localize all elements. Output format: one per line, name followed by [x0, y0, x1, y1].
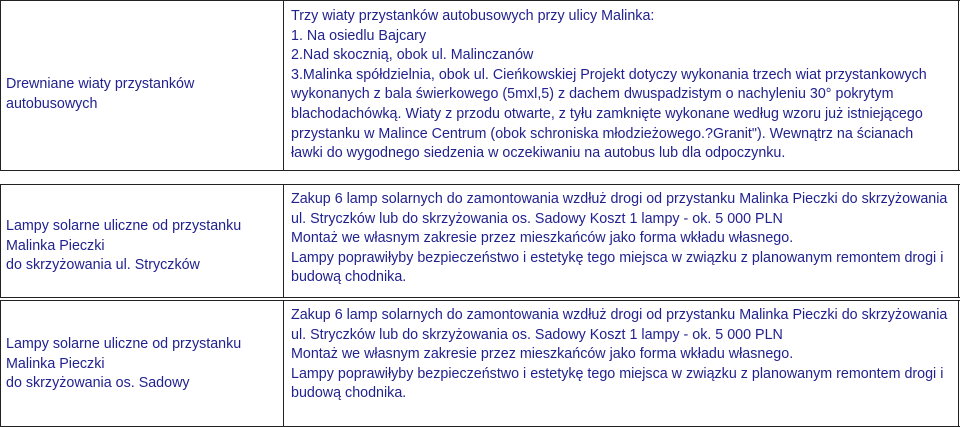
desc-line: Montaż we własnym zakresie przez mieszkańców jako forma wkładu własnego. — [291, 230, 794, 247]
column-separator — [0, 0, 1, 171]
title-line: Malinka Pieczki — [6, 237, 105, 254]
project-title — [6, 335, 278, 394]
desc-line: budową chodnika. — [291, 385, 407, 402]
column-separator — [0, 184, 1, 298]
desc-line: Zakup 6 lamp solarnych do zamontowania wzdłuż drogi od przystanku Malinka Pieczki do skrzyżowania — [291, 191, 948, 207]
title-line: Lampy solarne uliczne od przystanku — [6, 218, 242, 234]
title-line: Malinka Pieczki — [6, 355, 105, 372]
desc-line: Montaż we własnym zakresie przez mieszkańców jako forma wkładu własnego. — [291, 346, 794, 363]
desc-line: wykonanych z bala świerkowego (5mxl,5) z dachem dwuspadzistym o nachyleniu 30° pokrytym — [291, 86, 894, 103]
column-separator — [283, 300, 284, 427]
title-line: do skrzyżowania ul. Stryczków — [6, 257, 200, 274]
column-separator — [0, 300, 1, 427]
desc-line: 2.Nad skocznią, obok ul. Malinczanów — [291, 47, 534, 64]
desc-line: Lampy poprawiłyby bezpieczeństwo i estetykę tego miejsca w związku z planowanym remontem drogi i — [291, 365, 944, 382]
title-line: do skrzyżowania os. Sadowy — [6, 375, 190, 392]
project-title — [6, 75, 278, 114]
column-separator — [958, 184, 959, 298]
desc-line: Zakup 6 lamp solarnych do zamontowania wzdłuż drogi od przystanku Malinka Pieczki do skrzyżowania — [291, 307, 948, 323]
desc-line: budową chodnika. — [291, 269, 407, 286]
row-separator — [0, 297, 960, 298]
row-separator — [0, 300, 960, 301]
desc-line: ul. Stryczków lub do skrzyżowania os. Sadowy Koszt 1 lampy - ok. 5 000 PLN — [291, 210, 783, 227]
desc-line: 3.Malinka spółdzielnia, obok ul. Cieńkowskiej Projekt dotyczy wykonania trzech wiat przystankowych — [291, 66, 927, 83]
row-separator — [0, 184, 960, 185]
project-description — [291, 306, 953, 404]
row-separator — [0, 170, 960, 171]
title-line: autobusowych — [6, 95, 98, 112]
project-description — [291, 7, 953, 164]
title-line: Lampy solarne uliczne od przystanku — [6, 336, 242, 352]
project-title — [6, 217, 278, 276]
column-separator — [958, 0, 959, 171]
title-line: Drewniane wiaty przystanków — [6, 76, 195, 92]
project-description — [291, 190, 953, 288]
desc-line: przystanku w Malince Centrum (obok schroniska młodzieżowego.?Granit"). Wewnątrz na ścianach — [291, 125, 914, 142]
desc-line: blachodachówką. Wiaty z przodu otwarte, z tyłu zamknięte wykonane według wzoru już istniejącego — [291, 105, 923, 122]
column-separator — [958, 300, 959, 427]
desc-line: 1. Na osiedlu Bajcary — [291, 27, 427, 44]
desc-line: ul. Stryczków lub do skrzyżowania os. Sadowy Koszt 1 lampy - ok. 5 000 PLN — [291, 326, 783, 343]
desc-line: Lampy poprawiłyby bezpieczeństwo i estetykę tego miejsca w związku z planowanym remontem drogi i — [291, 249, 944, 266]
desc-line: ławki do wygodnego siedzenia w oczekiwaniu na autobus lub dla odpoczynku. — [291, 145, 786, 162]
column-separator — [283, 0, 284, 171]
desc-line: Trzy wiaty przystanków autobusowych przy ulicy Malinka: — [291, 8, 655, 24]
row-separator — [0, 0, 960, 1]
column-separator — [283, 184, 284, 298]
